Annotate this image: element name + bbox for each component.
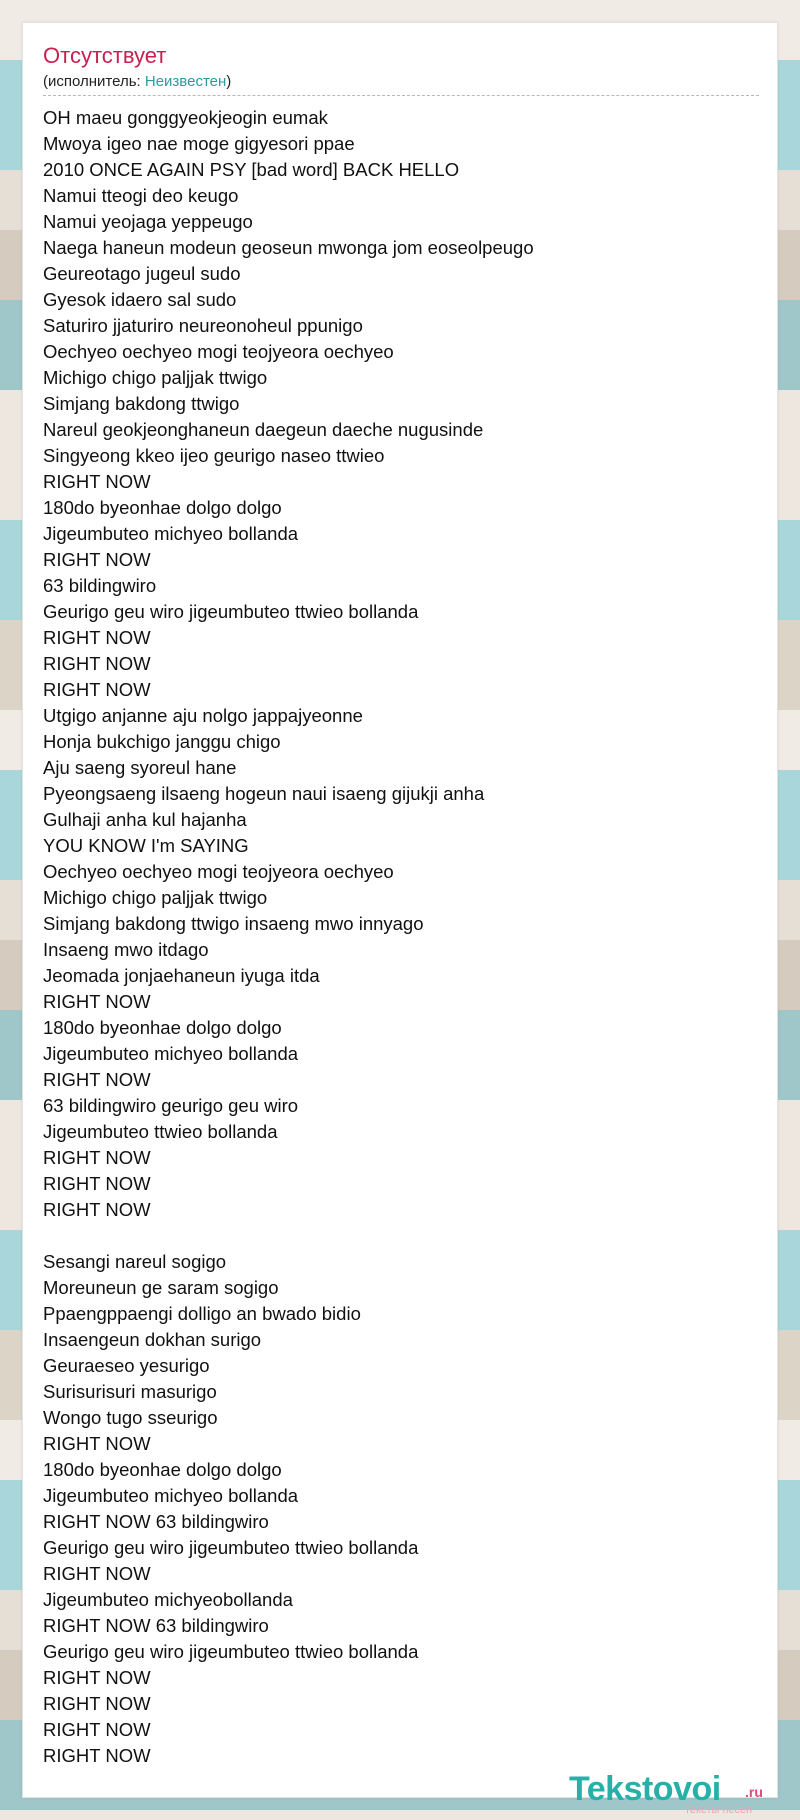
lyric-line: Simjang bakdong ttwigo insaeng mwo innyago [43, 913, 424, 934]
lyric-line: Mwoya igeo nae moge gigyesori ppae [43, 133, 355, 154]
logo-brand: Tekstovoi [569, 1770, 721, 1808]
lyrics-body [43, 105, 759, 1769]
lyric-line: Insaengeun dokhan surigo [43, 1329, 262, 1350]
lyric-line: Gulhaji anha kul hajanha [43, 809, 247, 830]
artist-link[interactable]: Неизвестен [144, 73, 227, 90]
logo-tagline: тексты песен [685, 1804, 753, 1816]
lyric-line: RIGHT NOW [43, 1199, 151, 1220]
lyric-line: RIGHT NOW [43, 1719, 151, 1740]
lyric-line: 180do byeonhae dolgo dolgo [43, 1017, 282, 1038]
site-logo[interactable] [569, 1770, 789, 1820]
lyric-line: Namui yeojaga yeppeugo [43, 211, 253, 232]
logo-tld: .ru [745, 1784, 763, 1800]
lyric-line: Aju saeng syoreul hane [43, 757, 237, 778]
lyric-line [43, 1223, 759, 1249]
lyric-line: Saturiro jjaturiro neureonoheul ppunigo [43, 315, 363, 336]
lyric-line: Insaeng mwo itdago [43, 939, 209, 960]
lyric-line: 2010 ONCE AGAIN PSY [bad word] BACK HELLO [43, 159, 460, 180]
lyric-line: RIGHT NOW [43, 471, 151, 492]
lyric-line: RIGHT NOW [43, 991, 151, 1012]
lyric-line: Moreuneun ge saram sogigo [43, 1277, 279, 1298]
lyric-line: RIGHT NOW [43, 1069, 151, 1090]
artist-line [43, 73, 759, 96]
lyric-line: RIGHT NOW [43, 1745, 151, 1766]
lyric-line: 63 bildingwiro [43, 575, 157, 596]
lyric-line: Geurigo geu wiro jigeumbuteo ttwieo bollanda [43, 1537, 419, 1558]
lyric-line: RIGHT NOW [43, 1693, 151, 1714]
lyric-line: Nareul geokjeonghaneun daegeun daeche nugusinde [43, 419, 484, 440]
lyric-line: RIGHT NOW [43, 1563, 151, 1584]
artist-prefix: (исполнитель: [43, 73, 145, 90]
lyric-line: Jigeumbuteo michyeo bollanda [43, 523, 299, 544]
lyric-line: Pyeongsaeng ilsaeng hogeun naui isaeng gijukji anha [43, 783, 485, 804]
lyric-line: Gyesok idaero sal sudo [43, 289, 237, 310]
lyrics-card [22, 22, 778, 1816]
lyric-line: Oechyeo oechyeo mogi teojyeora oechyeo [43, 861, 394, 882]
lyric-line: RIGHT NOW [43, 1667, 151, 1688]
lyric-line: RIGHT NOW 63 bildingwiro [43, 1511, 269, 1532]
lyric-line: Ppaengppaengi dolligo an bwado bidio [43, 1303, 361, 1324]
lyric-line: Surisurisuri masurigo [43, 1381, 217, 1402]
lyric-line: Sesangi nareul sogigo [43, 1251, 227, 1272]
lyric-line: Michigo chigo paljjak ttwigo [43, 887, 268, 908]
lyric-line: Utgigo anjanne aju nolgo jappajyeonne [43, 705, 363, 726]
lyric-line: RIGHT NOW [43, 1433, 151, 1454]
lyric-line: Namui tteogi deo keugo [43, 185, 239, 206]
lyric-line: 180do byeonhae dolgo dolgo [43, 497, 282, 518]
lyric-line: Jeomada jonjaehaneun iyuga itda [43, 965, 320, 986]
lyric-line: RIGHT NOW 63 bildingwiro [43, 1615, 269, 1636]
lyric-line: RIGHT NOW [43, 679, 151, 700]
lyric-line: Michigo chigo paljjak ttwigo [43, 367, 268, 388]
lyric-line: RIGHT NOW [43, 1173, 151, 1194]
lyric-line: 180do byeonhae dolgo dolgo [43, 1459, 282, 1480]
lyric-line: Geurigo geu wiro jigeumbuteo ttwieo bollanda [43, 601, 419, 622]
lyric-line: OH maeu gonggyeokjeogin eumak [43, 107, 328, 128]
lyric-line: YOU KNOW I'm SAYING [43, 835, 249, 856]
lyric-line: Singyeong kkeo ijeo geurigo naseo ttwieo [43, 445, 385, 466]
artist-suffix: ) [226, 73, 232, 90]
lyric-line: Jigeumbuteo michyeobollanda [43, 1589, 293, 1610]
lyric-line: Jigeumbuteo ttwieo bollanda [43, 1121, 278, 1142]
lyric-line: Geuraeseo yesurigo [43, 1355, 210, 1376]
lyric-line: 63 bildingwiro geurigo geu wiro [43, 1095, 299, 1116]
lyric-line: Naega haneun modeun geoseun mwonga jom eoseolpeugo [43, 237, 534, 258]
lyric-line: Jigeumbuteo michyeo bollanda [43, 1485, 299, 1506]
lyric-line: Geureotago jugeul sudo [43, 263, 241, 284]
lyric-line: Simjang bakdong ttwigo [43, 393, 240, 414]
lyric-line: Jigeumbuteo michyeo bollanda [43, 1043, 299, 1064]
lyric-line: Geurigo geu wiro jigeumbuteo ttwieo bollanda [43, 1641, 419, 1662]
lyric-line: Wongo tugo sseurigo [43, 1407, 218, 1428]
lyric-line: RIGHT NOW [43, 1147, 151, 1168]
lyric-line: Oechyeo oechyeo mogi teojyeora oechyeo [43, 341, 394, 362]
lyric-line: RIGHT NOW [43, 653, 151, 674]
lyric-line: RIGHT NOW [43, 627, 151, 648]
song-title: Отсутствует [43, 43, 167, 68]
lyric-line: Honja bukchigo janggu chigo [43, 731, 281, 752]
lyric-line: RIGHT NOW [43, 549, 151, 570]
